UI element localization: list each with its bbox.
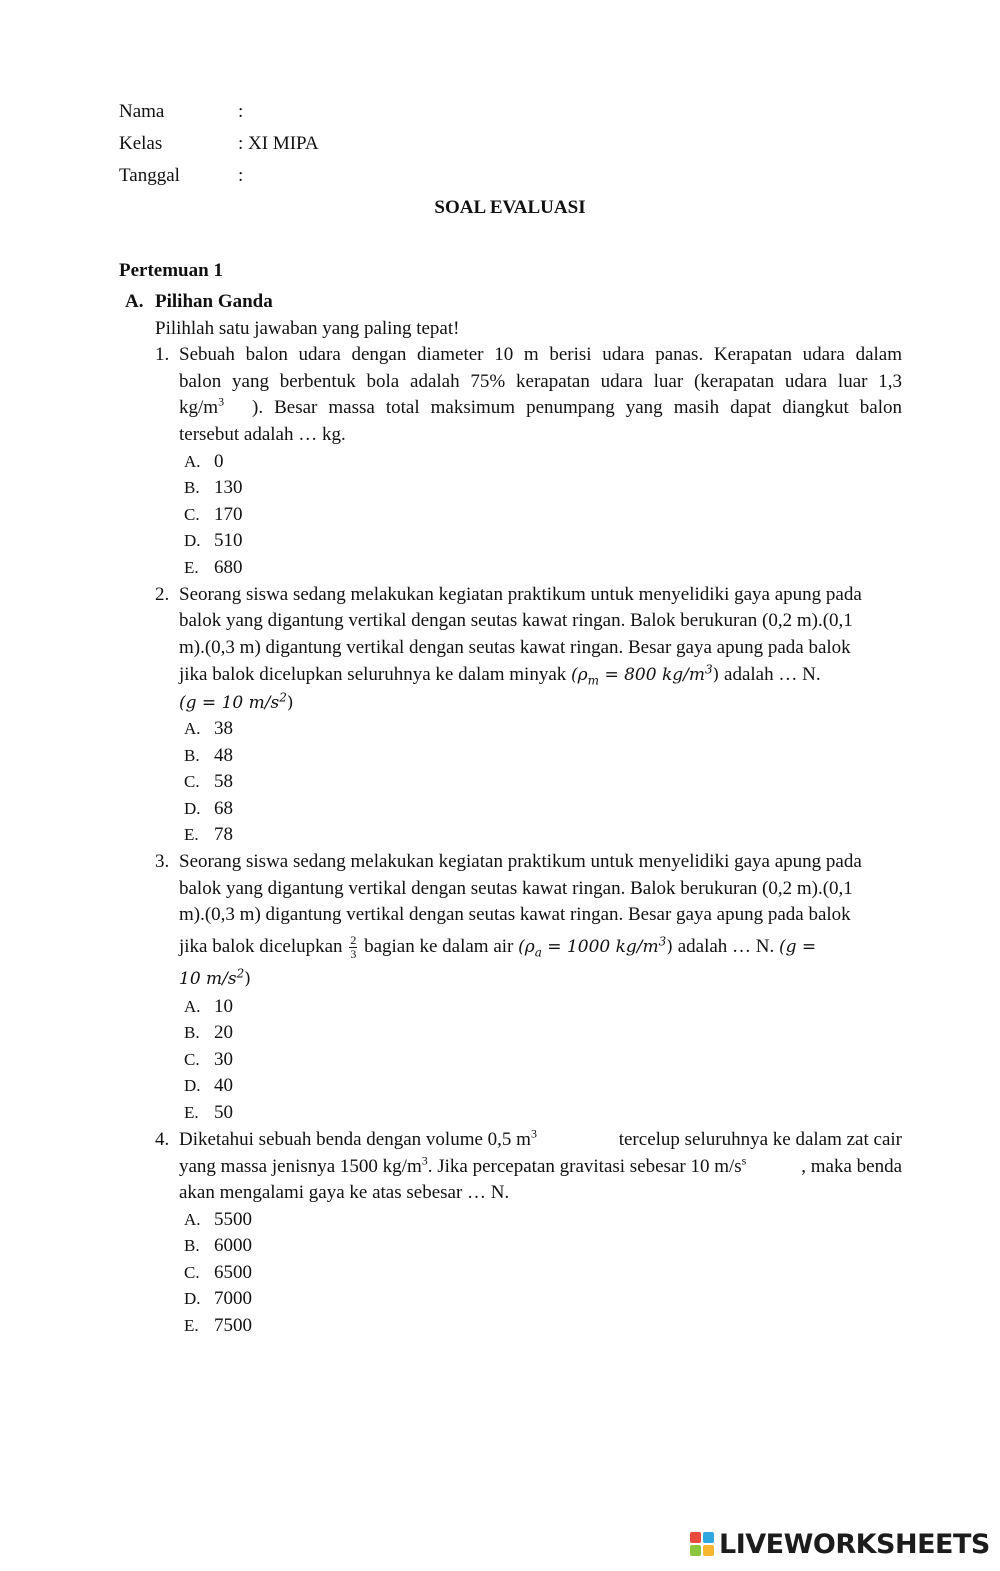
math-value: = 800 kg/m	[599, 665, 705, 685]
option-value[interactable]: 680	[214, 557, 243, 578]
question-text-line: balok yang digantung vertikal dengan seutas kawat ringan. Balok berukuran (0,2 m).(0,1	[179, 610, 853, 631]
question-number: 1.	[155, 344, 170, 365]
math-paren: )	[244, 969, 251, 989]
option-letter: D.	[184, 1076, 201, 1095]
logo-tile	[703, 1545, 714, 1556]
page-title: SOAL EVALUASI	[434, 197, 586, 218]
question-number: 3.	[155, 851, 170, 872]
unit-exponent: s	[741, 1153, 747, 1168]
option-letter: E.	[184, 558, 199, 577]
option-letter: A.	[184, 1210, 201, 1229]
section-letter: A.	[125, 291, 144, 312]
option-letter: E.	[184, 1103, 199, 1122]
math-value: = 1000 kg/m	[541, 937, 659, 957]
math-paren: )	[712, 665, 720, 685]
question-text-line	[179, 934, 816, 961]
option-value[interactable]: 50	[214, 1102, 233, 1123]
option-letter: B.	[184, 478, 200, 497]
option-letter: C.	[184, 505, 200, 524]
option-value[interactable]: 5500	[214, 1209, 252, 1230]
tanggal-label: Tanggal	[119, 165, 180, 186]
math-subscript: a	[534, 945, 542, 960]
question-text-line: balok yang digantung vertikal dengan seutas kawat ringan. Balok berukuran (0,2 m).(0,1	[179, 878, 853, 899]
question-text-line	[179, 1127, 902, 1153]
question-number: 4.	[155, 1129, 170, 1150]
option-value[interactable]: 130	[214, 477, 243, 498]
option-value[interactable]: 10	[214, 996, 233, 1017]
logo-text: LIVEWORKSHEETS	[719, 1528, 990, 1560]
option-value[interactable]: 78	[214, 824, 233, 845]
kelas-value: : XI MIPA	[238, 133, 319, 154]
question-text-line: akan mengalami gaya ke atas sebesar … N.	[179, 1182, 510, 1203]
meeting-heading: Pertemuan 1	[119, 260, 223, 281]
liveworksheets-logo	[690, 1527, 990, 1561]
option-letter: C.	[184, 1263, 200, 1282]
fraction-numerator: 2	[350, 933, 357, 948]
logo-tile	[703, 1532, 714, 1543]
math-exponent: 3	[705, 662, 713, 677]
math-paren: )	[666, 937, 673, 957]
option-value[interactable]: 6500	[214, 1262, 252, 1283]
section-instruction: Pilihlah satu jawaban yang paling tepat!	[155, 318, 460, 339]
question-text-fragment: bagian ke dalam air	[359, 936, 519, 957]
question-text-line	[179, 1154, 902, 1180]
question-text-fragment: yang massa jenisnya 1500 kg/m	[179, 1156, 422, 1177]
fraction	[349, 934, 357, 961]
question-text-line: Sebuah balon udara dengan diameter 10 m berisi udara panas. Kerapatan udara dalam	[179, 344, 902, 365]
math-gravity-open: (g =	[779, 937, 817, 957]
kelas-label: Kelas	[119, 133, 163, 154]
math-gravity	[179, 966, 251, 992]
question-text-fragment: adalah … N.	[719, 664, 821, 685]
option-value[interactable]: 68	[214, 798, 233, 819]
unit-exponent: 3	[530, 1126, 537, 1141]
option-value[interactable]: 48	[214, 745, 233, 766]
fraction-denominator: 3	[350, 947, 357, 962]
question-text-line: m).(0,3 m) digantung vertikal dengan seutas kawat ringan. Besar gaya apung pada balok	[179, 637, 851, 658]
option-value[interactable]: 38	[214, 718, 233, 739]
math-value: 10 m/s	[179, 969, 237, 989]
logo-tile	[690, 1545, 701, 1556]
option-letter: A.	[184, 719, 201, 738]
math-density	[518, 934, 673, 960]
option-letter: A.	[184, 997, 201, 1016]
option-letter: B.	[184, 1023, 200, 1042]
question-text-fragment: , maka benda	[801, 1156, 902, 1177]
question-text-fragment: . Jika percepatan gravitasi sebesar 10 m/s	[427, 1156, 742, 1177]
option-value[interactable]: 20	[214, 1022, 233, 1043]
option-value[interactable]: 170	[214, 504, 243, 525]
question-text-fragment: jika balok dicelupkan	[179, 936, 348, 957]
nama-value: :	[238, 101, 244, 122]
option-letter: D.	[184, 531, 201, 550]
unit-text: kg/m	[179, 397, 219, 418]
math-rho: (ρ	[571, 665, 588, 685]
option-value[interactable]: 7000	[214, 1288, 252, 1309]
option-value[interactable]: 7500	[214, 1315, 252, 1336]
tanggal-value: :	[238, 165, 244, 186]
math-rho: (ρ	[518, 937, 535, 957]
question-text-fragment: ). Besar massa total maksimum penumpang yang masih dapat diangkut balon	[252, 397, 902, 418]
option-letter: A.	[184, 452, 201, 471]
option-letter: C.	[184, 1050, 200, 1069]
question-text-line: m).(0,3 m) digantung vertikal dengan seutas kawat ringan. Besar gaya apung pada balok	[179, 904, 851, 925]
math-exponent: 2	[236, 966, 245, 981]
question-text-fragment: adalah … N.	[672, 936, 780, 957]
question-text-fragment: jika balok dicelupkan seluruhnya ke dalam minyak	[179, 664, 572, 685]
section-title: Pilihan Ganda	[155, 291, 273, 312]
math-value: (g = 10 m/s	[179, 693, 280, 713]
option-value[interactable]: 0	[214, 451, 224, 472]
option-letter: B.	[184, 1236, 200, 1255]
option-letter: B.	[184, 746, 200, 765]
question-number: 2.	[155, 584, 170, 605]
option-value[interactable]: 6000	[214, 1235, 252, 1256]
question-text-line: balon yang berbentuk bola adalah 75% kerapatan udara luar (kerapatan udara luar 1,3	[179, 371, 902, 392]
option-value[interactable]: 40	[214, 1075, 233, 1096]
math-gravity	[179, 690, 293, 716]
option-letter: E.	[184, 825, 199, 844]
question-text-fragment: Diketahui sebuah benda dengan volume 0,5 m	[179, 1129, 531, 1150]
option-value[interactable]: 58	[214, 771, 233, 792]
option-letter: C.	[184, 772, 200, 791]
math-paren: )	[286, 693, 294, 713]
math-subscript: m	[587, 673, 600, 688]
liveworksheets-icon	[690, 1532, 714, 1556]
question-text-line	[179, 395, 902, 421]
math-exponent: 3	[658, 934, 667, 949]
question-text-line: tersebut adalah … kg.	[179, 424, 346, 445]
math-exponent: 2	[279, 690, 287, 705]
option-value[interactable]: 510	[214, 530, 243, 551]
question-text-line: Seorang siswa sedang melakukan kegiatan praktikum untuk menyelidiki gaya apung pada	[179, 584, 862, 605]
nama-label: Nama	[119, 101, 165, 122]
logo-tile	[690, 1532, 701, 1543]
option-letter: D.	[184, 1289, 201, 1308]
question-text-line	[179, 662, 821, 688]
option-letter: E.	[184, 1316, 199, 1335]
unit-exponent: 3	[421, 1153, 428, 1168]
option-letter: D.	[184, 799, 201, 818]
question-text-fragment: tercelup seluruhnya ke dalam zat cair	[618, 1129, 902, 1150]
math-density	[571, 662, 720, 688]
question-text-line: Seorang siswa sedang melakukan kegiatan praktikum untuk menyelidiki gaya apung pada	[179, 851, 862, 872]
option-value[interactable]: 30	[214, 1049, 233, 1070]
unit-exponent: 3	[218, 394, 225, 409]
